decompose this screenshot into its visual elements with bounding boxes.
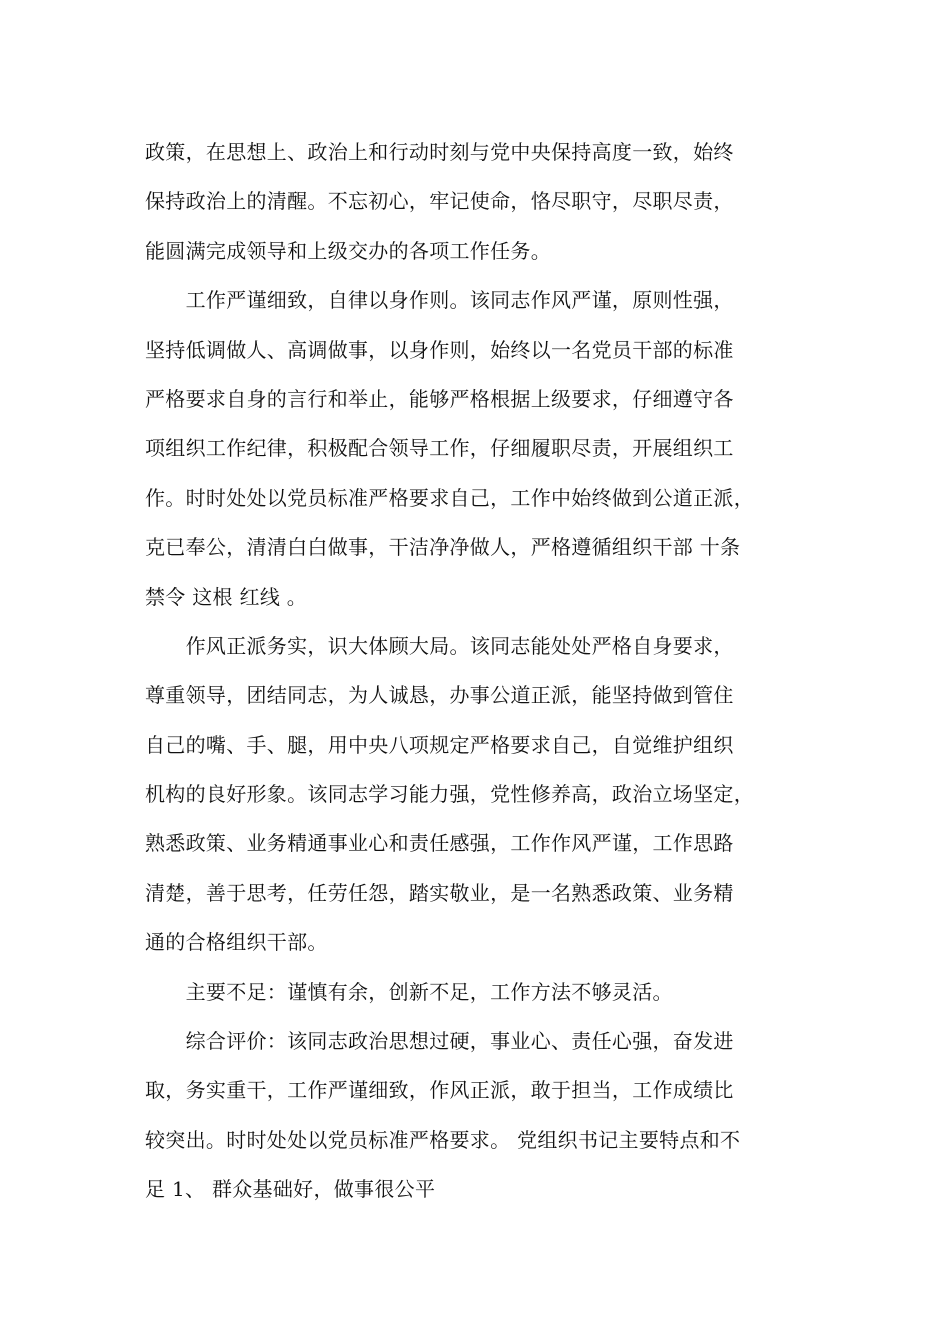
text-line: 作。时时处处以党员标准严格要求自己，工作中始终做到公道正派，	[145, 485, 754, 510]
text-line: 政策，在思想上、政治上和行动时刻与党中央保持高度一致，始终	[145, 140, 734, 164]
text-line: 严格要求自身的言行和举止，能够严格根据上级要求，仔细遵守各	[145, 386, 734, 411]
text-line: 熟悉政策、业务精通事业心和责任感强，工作作风严谨，工作思路	[145, 831, 734, 856]
text-line: 保持政治上的清醒。不忘初心，牢记使命，恪尽职守，尽职尽责，	[145, 189, 734, 214]
text-line: 禁令 这根 红线 。	[145, 584, 308, 609]
document-body	[145, 128, 835, 1215]
text-line: 清楚，善于思考，任劳任怨，踏实敬业，是一名熟悉政策、业务精	[145, 880, 734, 905]
text-line: 项组织工作纪律，积极配合领导工作，仔细履职尽责，开展组织工	[145, 436, 734, 461]
text-line: 自己的嘴、手、腿，用中央八项规定严格要求自己，自觉维护组织	[145, 732, 734, 757]
text-line: 主要不足：谨慎有余，创新不足，工作方法不够灵活。	[145, 979, 673, 1004]
text-line: 足 1、 群众基础好，做事很公平	[145, 1177, 436, 1202]
text-line: 尊重领导，团结同志，为人诚恳，办事公道正派，能坚持做到管住	[145, 683, 734, 708]
text-line: 工作严谨细致，自律以身作则。该同志作风严谨，原则性强，	[145, 288, 734, 313]
text-line: 坚持低调做人、高调做事，以身作则，始终以一名党员干部的标准	[145, 337, 734, 362]
text-line: 通的合格组织干部。	[145, 930, 328, 955]
text-line: 较突出。时时处处以党员标准严格要求。 党组织书记主要特点和不	[145, 1127, 741, 1152]
text-line: 取，务实重干，工作严谨细致，作风正派，敢于担当，工作成绩比	[145, 1078, 734, 1103]
text-line: 克已奉公，清清白白做事，干洁净净做人，严格遵循组织干部 十条	[145, 535, 741, 560]
text-line: 能圆满完成领导和上级交办的各项工作任务。	[145, 238, 551, 263]
text-line: 综合评价：该同志政治思想过硬，事业心、责任心强，奋发进	[145, 1029, 734, 1054]
text-line: 机构的良好形象。该同志学习能力强，党性修养高，政治立场坚定，	[145, 782, 754, 807]
text-line: 作风正派务实，识大体顾大局。该同志能处处严格自身要求，	[145, 633, 734, 658]
